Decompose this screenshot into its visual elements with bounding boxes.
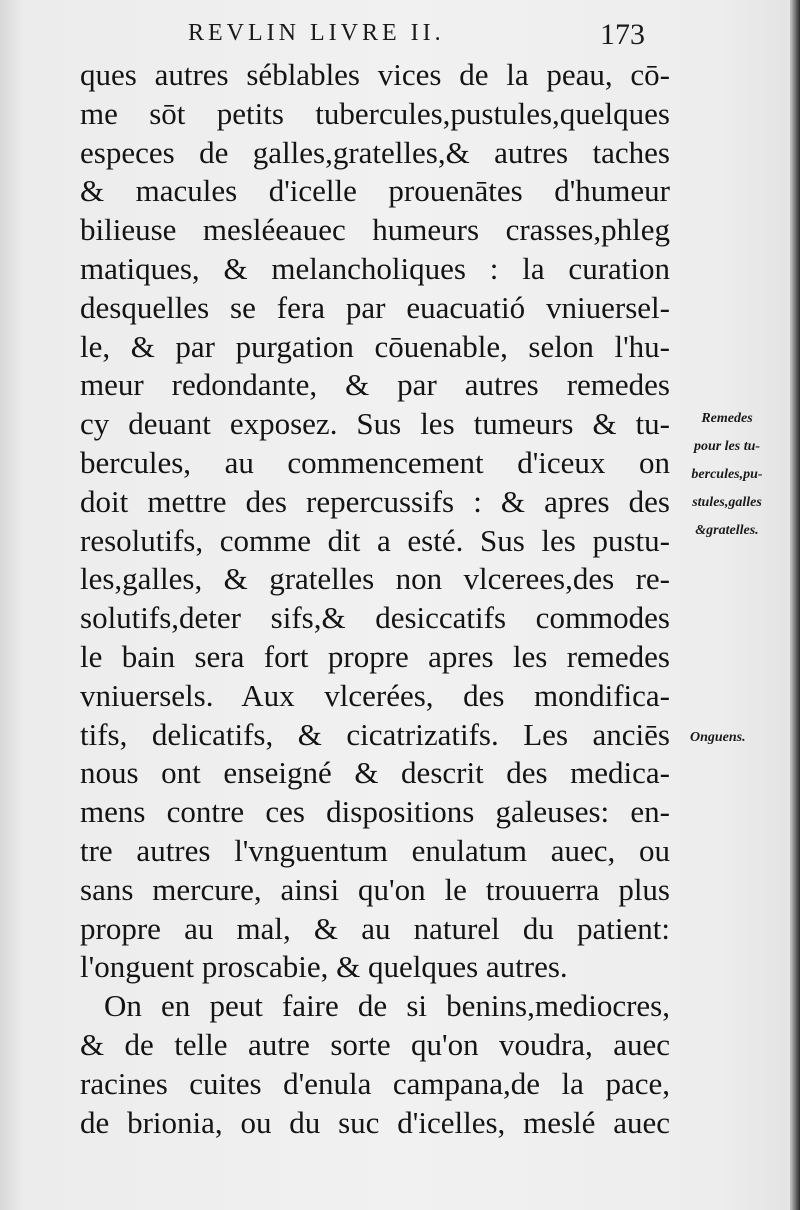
text-line: tre autres l'vnguentum enulatum auec, ou — [80, 832, 670, 868]
text-line: propre au mal, & au naturel du patient: — [80, 910, 670, 946]
body-text — [80, 56, 670, 1142]
page-number: 173 — [600, 18, 645, 51]
text-line: bercules, au commencement d'iceux on — [80, 444, 670, 480]
text-line: le, & par purgation cōuenable, selon l'hu- — [80, 328, 670, 364]
text-line: mens contre ces dispositions galeuses: en- — [80, 794, 670, 830]
text-line: cy deuant exposez. Sus les tumeurs & tu- — [80, 406, 670, 442]
margin-note-line: &gratelles. — [695, 523, 759, 538]
text-line: de brionia, ou du suc d'icelles, meslé auec — [80, 1104, 670, 1140]
text-line: meur redondante, & par autres remedes — [80, 367, 670, 403]
text-line: vniuersels. Aux vlcerées, des mondifica- — [80, 677, 670, 713]
text-line: & de telle autre sorte qu'on voudra, auec — [80, 1026, 670, 1062]
text-line: racines cuites d'enula campana,de la pace, — [80, 1065, 670, 1101]
running-head — [0, 14, 800, 54]
text-line: me sōt petits tubercules,pustules,quelques — [80, 95, 670, 131]
text-line: l'onguent proscabie, & quelques autres. — [80, 949, 568, 985]
margin-note-line: bercules,pu- — [691, 467, 763, 482]
text-line: sans mercure, ainsi qu'on le trouuerra plus — [80, 871, 670, 907]
margin-note-line: Remedes — [701, 411, 753, 426]
text-line: especes de galles,gratelles,& autres taches — [80, 134, 670, 170]
text-line: le bain sera fort propre apres les remedes — [80, 638, 670, 674]
text-line: bilieuse mesléeauec humeurs crasses,phleg — [80, 212, 670, 248]
margin-note-line: Onguens. — [690, 730, 746, 745]
text-line: desquelles se fera par euacuatió vniuersel- — [80, 289, 670, 325]
margin-note-line: pour les tu- — [693, 439, 761, 454]
running-head-title: REVLIN LIVRE II. — [188, 20, 445, 46]
text-line: doit mettre des repercussifs : & apres des — [80, 483, 670, 519]
margin-note-remedes — [668, 405, 786, 545]
text-line: matiques, & melancholiques : la curation — [80, 250, 670, 286]
text-line: les,galles, & gratelles non vlcerees,des re- — [80, 561, 670, 597]
text-line: tifs, delicatifs, & cicatrizatifs. Les anciēs — [80, 716, 670, 752]
page-edge-shadow — [790, 0, 800, 1210]
text-line: ques autres séblables vices de la peau, cō- — [80, 57, 670, 92]
margin-note-onguens — [690, 724, 800, 752]
text-line: solutifs,deter sifs,& desiccatifs commodes — [80, 600, 670, 636]
text-line: & macules d'icelle prouenātes d'humeur — [80, 173, 670, 209]
text-line: nous ont enseigné & descrit des medica- — [80, 755, 670, 791]
margin-note-line: stules,galles — [692, 495, 762, 510]
text-line: On en peut faire de si benins,mediocres, — [104, 988, 670, 1024]
text-line: resolutifs, comme dit a esté. Sus les pustu- — [80, 522, 670, 558]
